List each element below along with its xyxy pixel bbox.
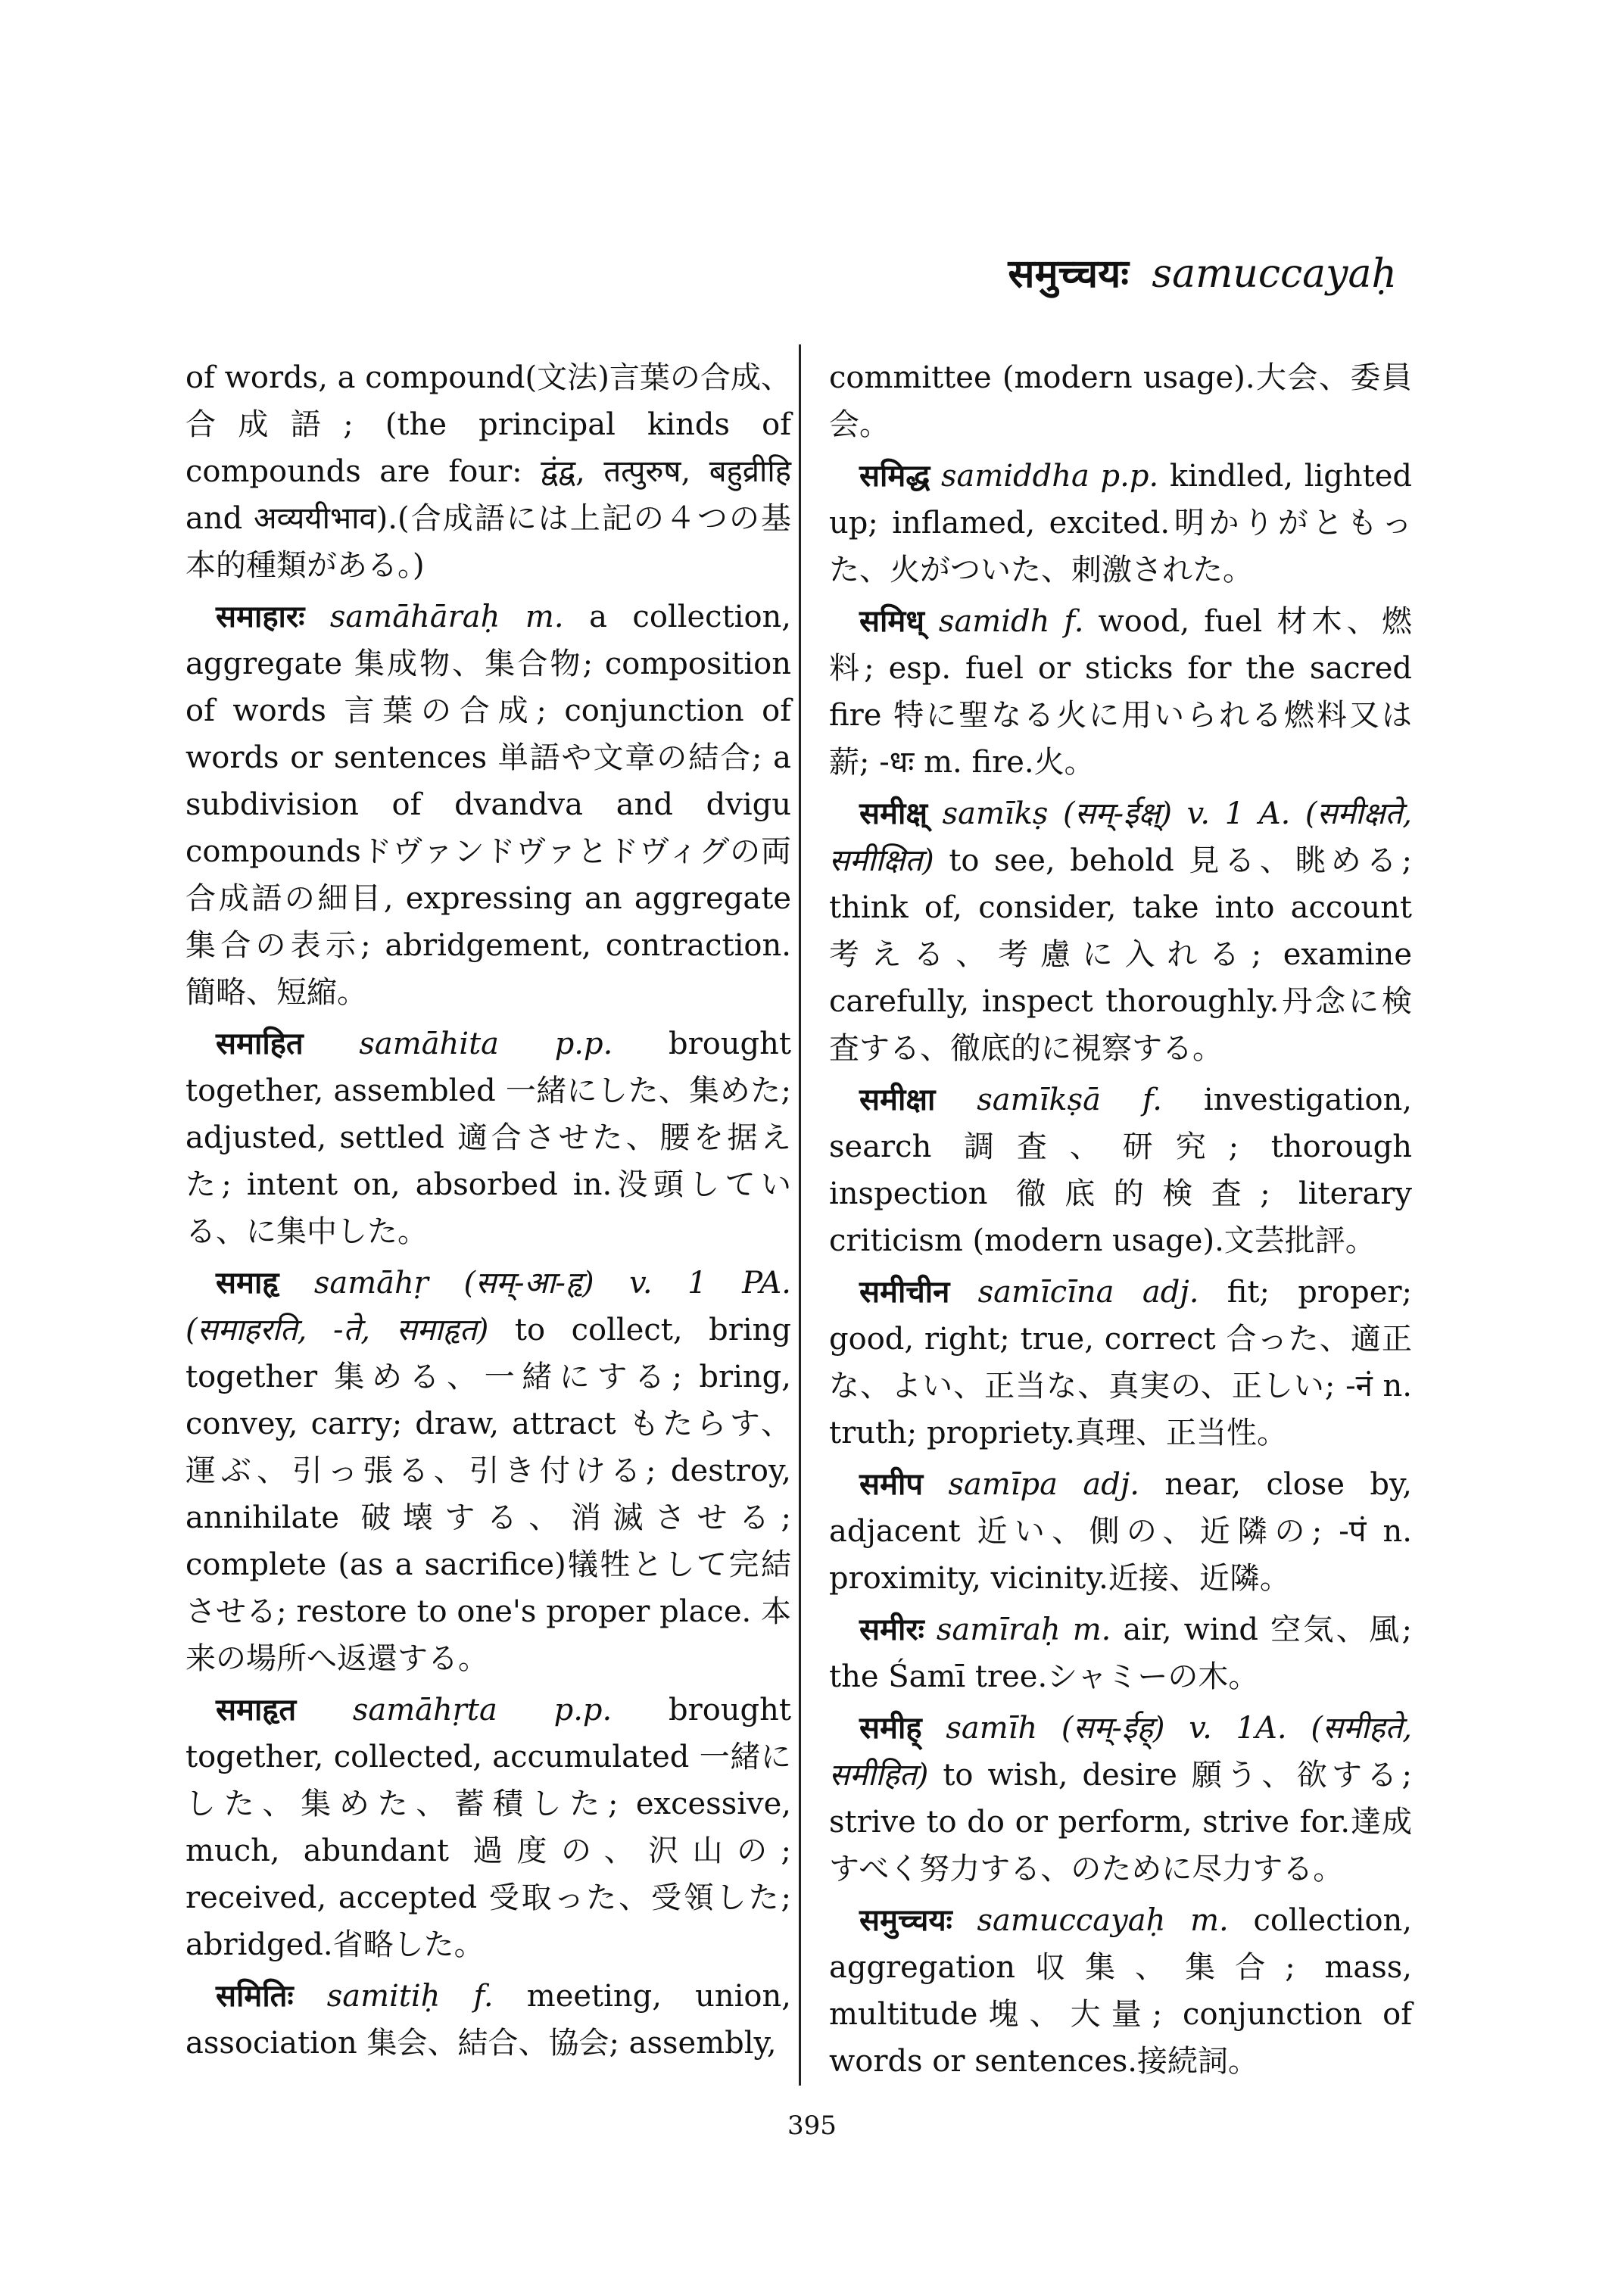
grammar: f. [1142,1083,1162,1117]
grammar: p.p. [554,1027,613,1061]
headword: समिध् [859,603,924,639]
transliteration: samiddha [940,459,1089,494]
headword: समीक्षा [859,1082,936,1117]
grammar: adj. [1142,1275,1199,1310]
definition: near, close by, adjacent 近い、側の、近隣の; -पं n. proximity, vicinity.近接、近隣。 [829,1467,1413,1596]
definition: meeting, union, association 集会、結合、協会; assembly, [185,1979,791,2061]
right-column [829,354,1412,2089]
running-head-roman: samuccayaḥ [1152,251,1397,297]
dictionary-entry [829,1461,1412,1602]
dictionary-entry [185,1973,791,2067]
definition: brought together, assembled 一緒にした、集めた; adjusted, settled 適合させた、腰を据えた; intent on, absorbed in.没頭している、に集中した。 [185,1027,791,1249]
transliteration: samāhṛta [352,1693,497,1728]
continuation-text [185,354,791,589]
transliteration: samāhita [359,1027,500,1061]
left-column [185,354,791,2071]
definition: investigation, search 調査、研究; thorough inspection 徹底的検査; literary criticism (modern usage).文芸批評。 [829,1083,1413,1258]
transliteration: samīkṣā [977,1083,1101,1117]
headword: समिद्ध [859,458,930,494]
definition: a collection, aggregate 集成物、集合物; composition of words 言葉の合成; conjunction of words or sentences 単語や文章の結合; a subdivision of dvandva and dvigu compoundsドヴァンドヴァとドヴィグの両合成語の細目, expressing an aggregate 集合の表示; abridgement, contraction. 簡略、短縮。 [185,600,792,1010]
dictionary-entry [829,598,1412,786]
grammar: adj. [1083,1467,1139,1502]
headword: समीक्ष् [859,796,927,831]
definition: fit; proper; good, right; true, correct 合った、適正な、よい、正当な、真実の、正しい; -नं n. truth; propriety.真理、正当性。 [829,1275,1412,1450]
continuation-text [829,354,1412,448]
transliteration: samīkṣ [942,796,1049,831]
headword: समीचीन [859,1274,950,1310]
dictionary-entry [185,1260,791,1682]
dictionary-entry [829,790,1412,1072]
grammar: p.p. [1100,459,1159,494]
definition: to see, behold 見る、眺める; think of, consider, take into account 考える、考慮に入れる; examine carefully, inspect thoroughly.丹念に検査する、徹底的に視察する。 [829,843,1412,1066]
definition: collection, aggregation収集、集合; mass, multitude塊、大量; conjunction of words or sentences.接続詞。 [829,1903,1413,2079]
definition: brought together, collected, accumulated 一緒にした、集めた、蓄積した; excessive, much, abundant 過度の、沢山の; received, accepted 受取った、受領した; abridged.省略した。 [185,1693,791,1962]
grammar: m. [1190,1903,1229,1938]
definition: wood, fuel 材木、燃料; esp. fuel or sticks for the sacred fire 特に聖なる火に用いられる燃料又は薪; -धः m. fire.火。 [829,604,1413,780]
headword: समाहृ [216,1265,279,1301]
definition: kindled, lighted up; inflamed, excited.明かりがともった、火がついた、刺激された。 [829,459,1413,587]
entry-text: committee (modern usage).大会、委員会。 [829,360,1412,442]
transliteration: samāhṛ [313,1266,429,1301]
dictionary-entry [829,1705,1412,1893]
headword: समाहारः [216,599,305,634]
transliteration: samīraḥ [936,1612,1061,1647]
page-number: 395 [787,2111,837,2141]
dictionary-entry [829,1269,1412,1456]
grammar: (सम्-ईह्) v. 1A. (समीहते, समीहित) [829,1711,1413,1793]
grammar: (सम्-ईक्ष्) v. 1 A. (समीक्षते, समीक्षित) [829,796,1412,878]
entry-text: of words, a compound(文法)言葉の合成、合成語; (the principal kinds of compounds are four: द्वंद्व, तत्पुरुष, बहुव्रीहि and अव्ययीभाव).(合成語には上記の４つの基本的種類がある。) [185,360,791,583]
transliteration: samīcīna [977,1275,1114,1310]
running-head [1008,250,1397,298]
transliteration: samāhāraḥ [329,600,500,634]
running-head-devanagari: समुच्चयः [1008,251,1129,297]
dictionary-entry [185,1020,791,1255]
headword: समितिः [216,1978,294,2014]
dictionary-entry [829,453,1412,594]
headword: समीरः [859,1612,924,1647]
grammar: p.p. [553,1693,613,1728]
grammar: m. [1072,1612,1111,1647]
transliteration: samīh [946,1711,1038,1746]
dictionary-entry [829,1606,1412,1700]
transliteration: samidh [938,604,1050,639]
dictionary-entry [185,594,791,1016]
headword: समुच्चयः [859,1902,952,1938]
grammar: f. [1064,604,1084,639]
headword: समाहृत [216,1692,297,1728]
dictionary-entry [829,1076,1412,1264]
definition: to collect, bring together 集める、一緒にする; bring, convey, carry; draw, attract もたらす、運ぶ、引っ張る、引き付ける; destroy, annihilate 破壊する、消滅させる; complete (as a sacrifice)犠牲として完結させる; restore to one's proper place. 本来の場所へ返還する。 [185,1313,792,1676]
grammar: f. [473,1979,494,2014]
headword: समाहित [216,1026,304,1061]
column-divider [799,344,801,2086]
definition: to wish, desire 願う、欲する; strive to do or perform, strive for.達成すべく努力する、のために尽力する。 [829,1758,1413,1886]
grammar: (सम्-आ-हृ) v. 1 PA. (समाहरति, -ते, समाहृत) [185,1266,792,1347]
headword: समीप [859,1466,924,1502]
dictionary-entry [829,1897,1412,2085]
transliteration: samīpa [948,1467,1058,1502]
transliteration: samitiḥ [326,1979,441,2014]
dictionary-entry [185,1687,791,1968]
transliteration: samuccayaḥ [977,1903,1166,1938]
grammar: m. [525,600,564,634]
headword: समीह् [859,1710,922,1746]
definition: air, wind 空気、風; the Śamī tree.シャミーの木。 [829,1612,1413,1694]
